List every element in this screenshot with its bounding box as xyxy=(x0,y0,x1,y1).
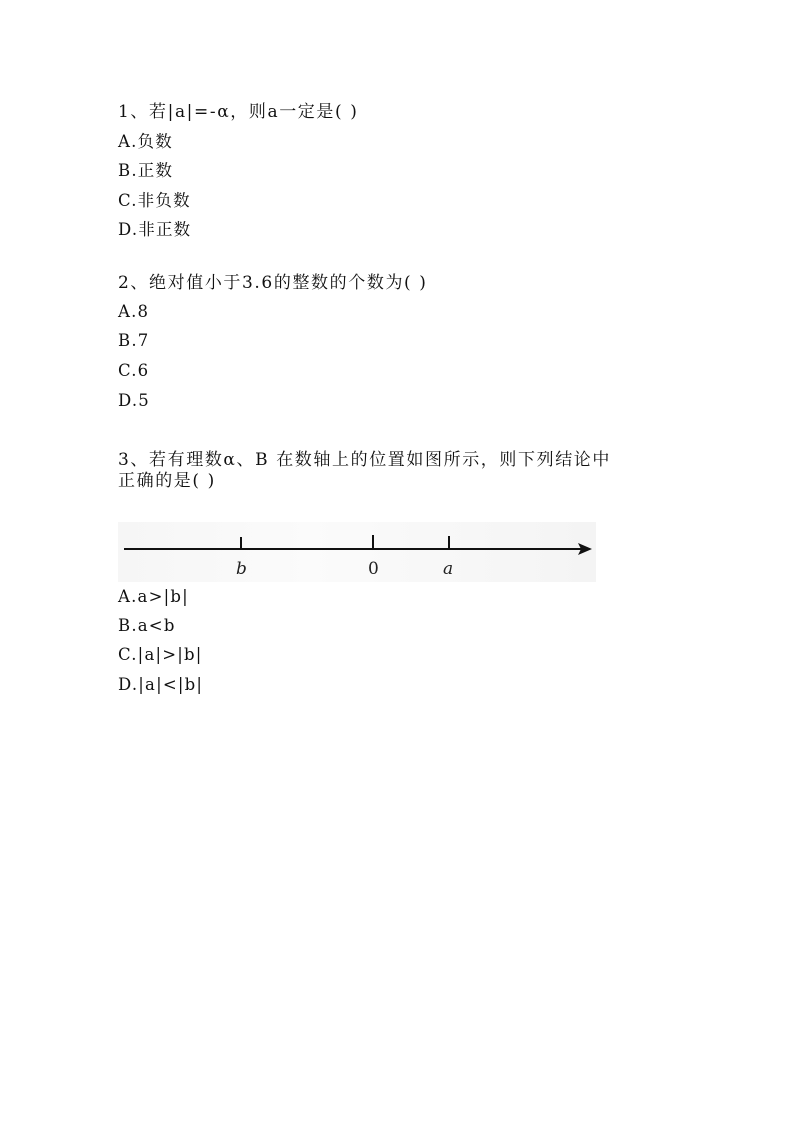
label-a: a xyxy=(443,559,454,579)
number-line-svg xyxy=(118,522,596,582)
number-line-figure xyxy=(118,522,596,582)
question-2-option-a: A.8 xyxy=(118,302,150,321)
question-2-option-c: C.6 xyxy=(118,361,150,380)
question-2-option-d: D.5 xyxy=(118,391,150,410)
question-2-stem: 2、绝对值小于3.6的整数的个数为( ) xyxy=(118,273,428,293)
label-b: b xyxy=(236,559,247,579)
question-3-option-d: D.|a|<|b| xyxy=(118,675,204,694)
question-1-stem: 1、若|a|=-α，则a一定是( ) xyxy=(118,102,359,122)
question-1-option-b: B.正数 xyxy=(118,161,174,180)
question-1-option-a: A.负数 xyxy=(118,132,173,151)
question-1-option-d: D.非正数 xyxy=(118,220,192,239)
question-3-option-b: B.a<b xyxy=(118,616,176,635)
question-3-stem-line-2: 正确的是( ) xyxy=(118,471,216,491)
question-2-option-b: B.7 xyxy=(118,331,150,350)
question-3-option-c: C.|a|>|b| xyxy=(118,645,203,664)
question-3-option-a: A.a>|b| xyxy=(118,587,189,606)
question-3-stem-line-1: 3、若有理数α、Β 在数轴上的位置如图所示，则下列结论中 xyxy=(118,450,611,470)
question-1-option-c: C.非负数 xyxy=(118,191,191,210)
label-zero: 0 xyxy=(368,559,379,579)
